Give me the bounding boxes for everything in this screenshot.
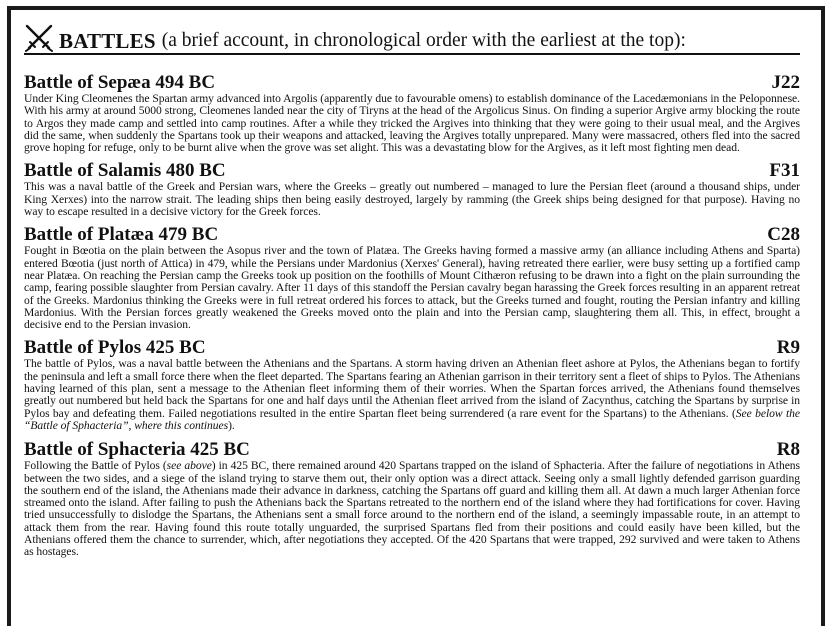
battle-entry bbox=[24, 338, 800, 432]
battle-entry bbox=[24, 161, 800, 218]
battle-heading bbox=[24, 440, 800, 460]
battle-entry bbox=[24, 73, 800, 154]
battle-name: Battle of Salamis 480 BC bbox=[24, 160, 226, 182]
battle-description-text: Following the Battle of Pylos ( bbox=[24, 459, 167, 473]
battle-entry bbox=[24, 440, 800, 558]
battle-name: Battle of Pylos 425 BC bbox=[24, 337, 206, 359]
section-subtitle: (a brief account, in chronological order with the earliest at the top): bbox=[161, 30, 686, 51]
battle-grid-ref: C28 bbox=[767, 224, 800, 246]
battle-description: This was a naval battle of the Greek and Persian wars, where the Greeks – greatly out numbered – managed to lure the Persian fleet (around a thousand ships, under King Xerxes) into the narrow strait. The leading ships then being easily destroyed, largely by ramming (the Greek ships being designed for that purpose). Having no way to escape resulted in a decisive victory for the Greek forces. bbox=[24, 180, 800, 219]
battle-description-tail: ). bbox=[228, 418, 235, 432]
battle-description bbox=[24, 358, 800, 432]
battle-grid-ref: R8 bbox=[776, 439, 800, 461]
battle-name: Battle of Sepæa 494 BC bbox=[24, 72, 216, 93]
cross-reference-note: see above bbox=[166, 459, 212, 473]
battle-description: Fought in Bœotia on the plain between the Asopus river and the town of Platæa. The Greeks having formed a massive army (an alliance including Athens and Sparta) entered Bœotia (just north of Attica) in 479, while the Persians under Mardonius (Xerxes' General), having retreated there earlier, were busy setting up a fortified camp near Platæa. On reaching the Persian camp the Greeks took up position on the foothills of Mount Cithæron refusing to be drawn into a fight on the plain surrounding the camp, fearing possible slaughter from Persian cavalry. After 11 days of this standoff the Persian cavalry began harassing the Greek forces resulting in an apparent retreat of the Greeks. Mardonius thinking the Greeks were in full retreat ordered his forces to attack, but the Greeks turned and fought, routing the Persian infantry and killing Mardonius. With the Persian forces greatly weakened the Greeks moved onto the plain and into the Persian camp, slaughtering them all. This, in effect, brought a decisive end to the Persian invasion. bbox=[24, 244, 800, 332]
battle-description-text: The battle of Pylos, was a naval battle between the Athenians and the Spartans. A storm having driven an Athenian fleet ashore at Pylos, the Athenians began to fortify the peninsula and left a small force there when the fleet departed. The Spartans fearing an Athenian garrison in their territory sent a fleet of ships to Pylos. The Athenians having learned of this plan, sent a message to the Athenian fleet informing them of their worries. When the Spartan forces arrived, the Athenians found themselves greatly out numbered but held back the Spartans for one and half days until the Athenian fleet arrived from the island of Zacynthus, catching the Spartans by surprise in Pylos bay and defeating them. Failed negotiations resulted in the entire Spartan fleet being surrendered (a rare event for the Spartans) to the Athenians. ( bbox=[24, 357, 800, 420]
battle-name: Battle of Sphacteria 425 BC bbox=[24, 439, 250, 461]
cross-reference-note: See below the “Battle of Sphacteria”, where this continues bbox=[24, 406, 800, 432]
battle-heading bbox=[24, 161, 800, 181]
section-header bbox=[24, 22, 800, 55]
crossed-swords-icon bbox=[24, 24, 54, 52]
section-title: BATTLES bbox=[59, 29, 156, 53]
battle-entry bbox=[24, 225, 800, 331]
battle-description bbox=[24, 460, 800, 558]
battle-grid-ref: R9 bbox=[776, 337, 800, 359]
battle-heading bbox=[24, 338, 800, 358]
battle-grid-ref: J22 bbox=[771, 72, 800, 93]
battle-heading bbox=[24, 73, 800, 93]
battle-heading bbox=[24, 225, 800, 245]
battle-grid-ref: F31 bbox=[769, 160, 800, 182]
battle-name: Battle of Platæa 479 BC bbox=[24, 224, 219, 246]
battle-description-text: ) in 425 BC, there remained around 420 Spartans trapped on the island of Sphacteria. After the failure of negotiations in Athens between the two sides, and a siege of the island trying to starve them out, their only option was a direct attack. Seeing only a small lightly defended garrison guarding the southern end of the island, the Athenians made their advance in darkness, catching the Spartans off guard and killing them all. At dawn a much larger Athenian force streamed onto the island. After failing to push the Athenians back the Spartans retreated to the northern end of the island where they had fortifications for cover. Having tried unsuccessfully to dislodge the Spartans, the Athenians sent a small force around to the northern end of the island, a seemingly impassable route, in an attempt to attack them from the rear. Having found this route totally unguarded, the surprised Spartans fled from their positions and could easily have been killed, but the Athenians offered them the chance to surrender, which, after negotiations they accepted. Of the 420 Spartans that were trapped, 292 survived and were taken to Athens as hostages. bbox=[24, 459, 800, 559]
battle-description: Under King Cleomenes the Spartan army advanced into Argolis (apparently due to favourable omens) to establish dominance of the Lacedæmonians in the Peloponnese. With his army at around 5000 strong, Cleomenes landed near the city of Tiryns at the head of the Argolicus Sinus. On finding a superior Argive army blocking the route to Argos they made camp and settled into camp routines. After a while they tricked the Argives into thinking that they were going to their usual meal, and the Argives did the same, when suddenly the Spartans took up their weapons and attacked, leaving the Argives totally unprepared. Many were massacred, others fled into the sacred grove hoping for refuge, only to be burnt alive when the grove was set alight. This was a devastating blow for the Argives, as it left most fighting men dead. bbox=[24, 92, 800, 155]
page-content bbox=[24, 22, 800, 559]
